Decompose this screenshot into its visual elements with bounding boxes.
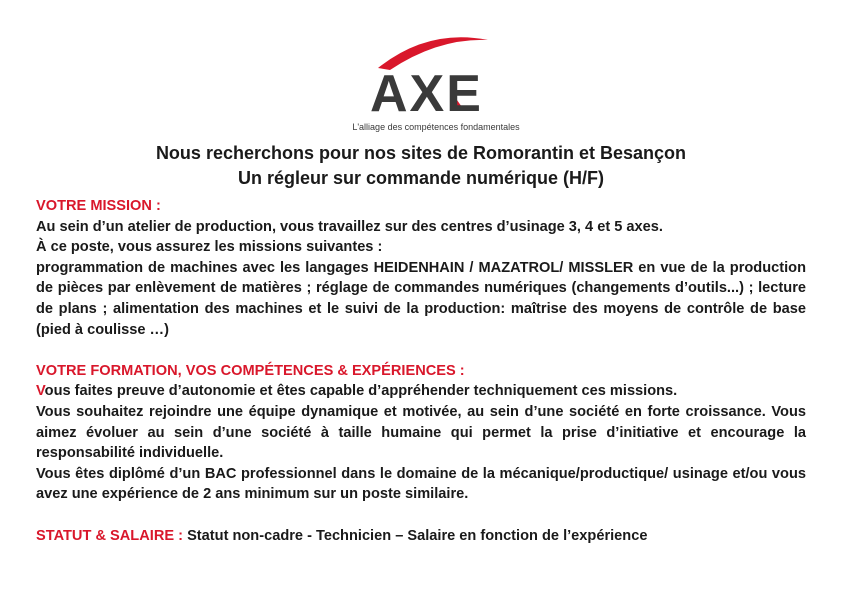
headline-sites: Nous recherchons pour nos sites de Romorantin et Besançon: [155, 143, 687, 163]
logo-tagline: L'alliage des compétences fondamentales: [352, 122, 520, 132]
spacer: [36, 340, 806, 361]
logo-wordmark: AXE: [370, 65, 483, 123]
mission-paragraph-2: À ce poste, vous assurez les missions suivantes :: [36, 239, 383, 256]
headline-job-title: Un régleur sur commande numérique (H/F): [237, 168, 605, 188]
section-title-mission: VOTRE MISSION :: [36, 198, 161, 214]
formation-paragraph-1-text: ous faites preuve d’autonomie et êtes capable d’appréhender techniquement ces missions.: [44, 383, 678, 400]
section-title-formation: VOTRE FORMATION, VOS COMPÉTENCES & EXPÉRIENCES :: [36, 362, 465, 379]
mission-paragraph-1: Au sein d’un atelier de production, vous travaillez sur des centres d’usinage 3, 4 et 5 axes.: [36, 218, 663, 235]
formation-paragraph-3: Vous êtes diplômé d’un BAC professionnel dans le domaine de la mécanique/productique/ usinage et/ou vous avez une expérience de 2 ans minimum sur un poste similaire.: [36, 465, 806, 503]
mission-paragraph-3: programmation de machines avec les langages HEIDENHAIN / MAZATROL/ MISSLER en vue de la production de pièces par enlèvement de matières ; réglage de commandes numériques (changements d’outils...) ; lecture de plans ; alimentation des machines et le suivi de la production: maîtrise des moyens de contrôle de base (pied à coulisse …): [36, 259, 806, 338]
formation-paragraph-1: [36, 381, 806, 402]
spacer: [36, 505, 806, 526]
company-logo: [338, 34, 534, 136]
formation-initial: V: [36, 383, 45, 400]
statut-line: [36, 526, 806, 547]
section-title-statut: STATUT & SALAIRE :: [36, 527, 184, 544]
statut-text: Statut non-cadre - Technicien – Salaire en fonction de l’expérience: [187, 527, 648, 544]
formation-paragraph-2: Vous souhaitez rejoindre une équipe dynamique et motivée, au sein d’une société en forte croissance. Vous aimez évoluer au sein d’une société à taille humaine qui permet la prise d’initiative et encourage la responsabilité individuelle.: [36, 403, 806, 462]
job-description: [36, 196, 806, 546]
